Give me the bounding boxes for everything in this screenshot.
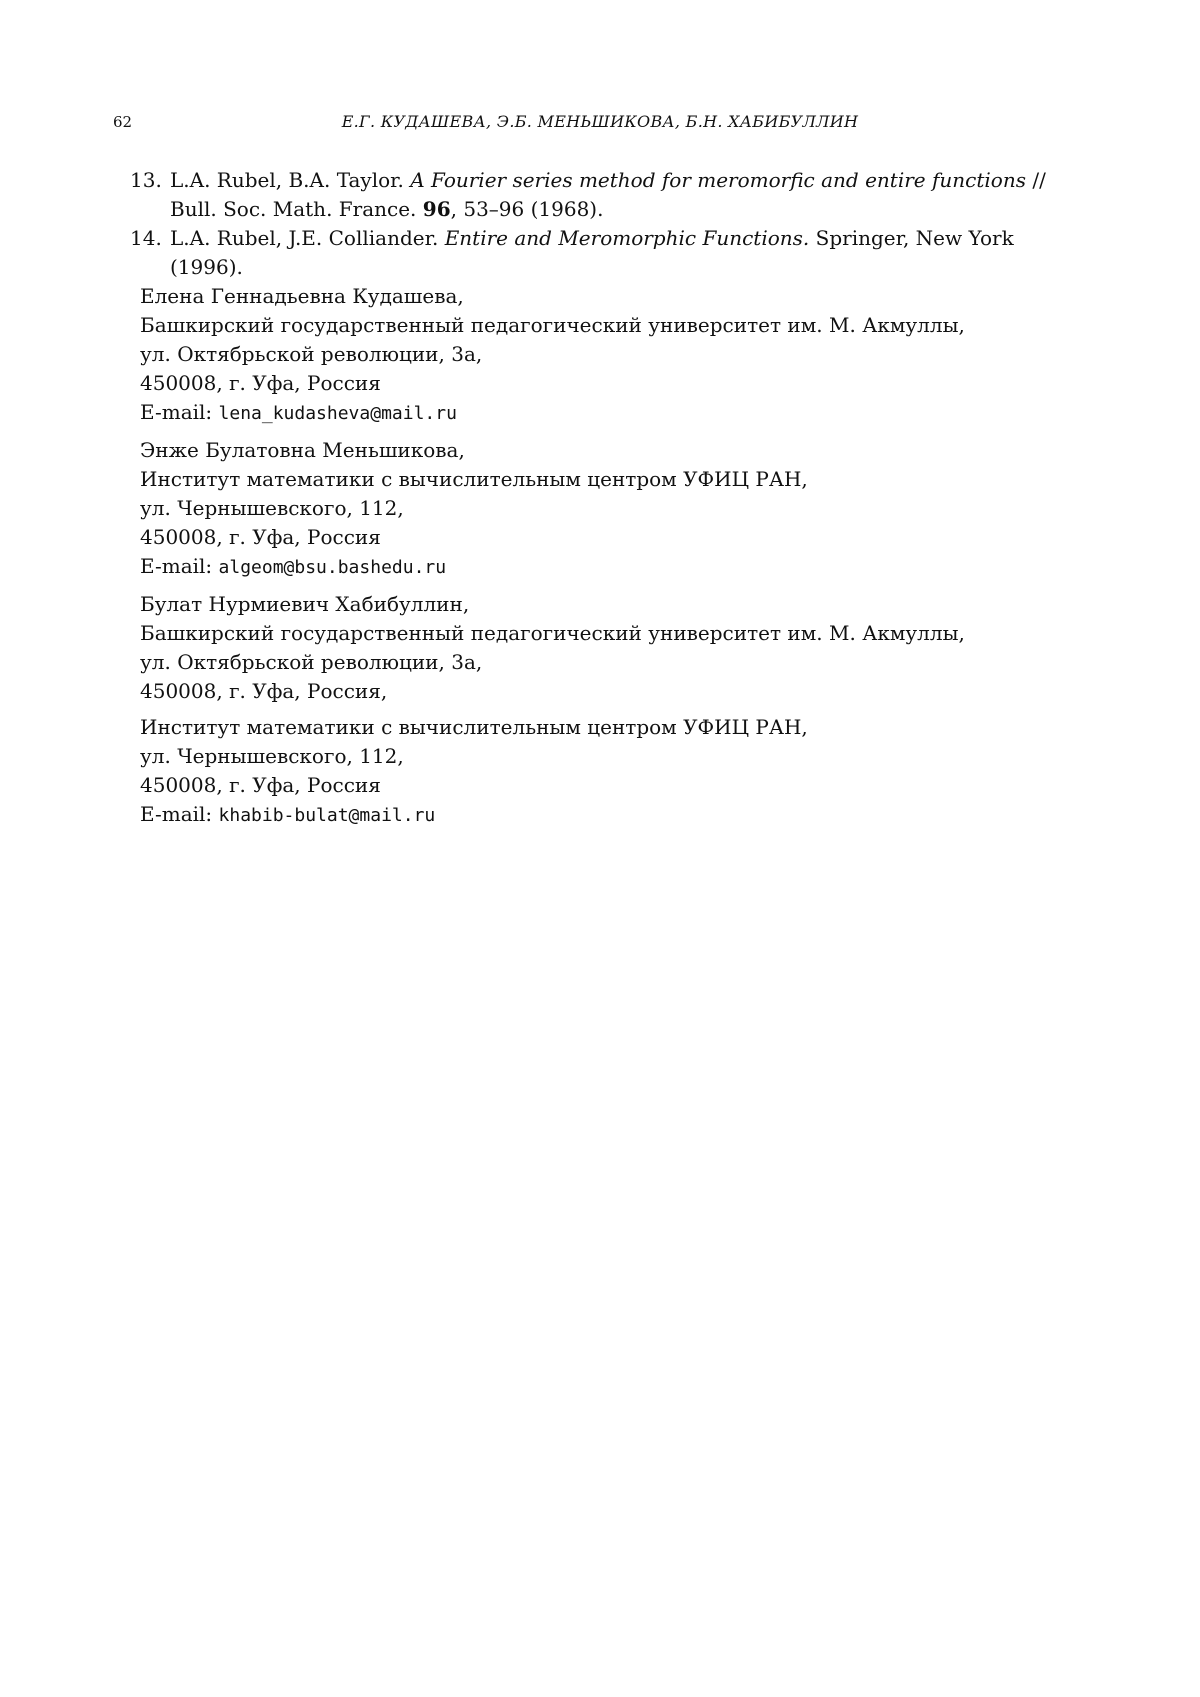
author-block: [140, 436, 1090, 582]
author-name: Елена Геннадьевна Кудашева,: [140, 284, 464, 308]
affiliation-institution: Башкирский государственный педагогический университет им. М. Акмуллы,: [140, 313, 965, 337]
reference-item: [130, 224, 1090, 282]
affiliation-city: 450008, г. Уфа, Россия: [140, 525, 381, 549]
reference-authors: L.A. Rubel, J.E. Colliander.: [170, 226, 439, 250]
author-name: Булат Нурмиевич Хабибуллин,: [140, 592, 470, 616]
affiliation-street: ул. Чернышевского, 112,: [140, 744, 404, 768]
running-head: Е.Г. КУДАШЕВА, Э.Б. МЕНЬШИКОВА, Б.Н. ХАБИБУЛЛИН: [341, 112, 859, 131]
reference-number: 14.: [130, 226, 162, 250]
reference-title: Entire and Meromorphic Functions.: [444, 226, 810, 250]
affiliation-institution: Башкирский государственный педагогический университет им. М. Акмуллы,: [140, 621, 965, 645]
affiliation: [140, 713, 1090, 800]
reference-pages: , 53–96 (1968).: [450, 197, 604, 221]
email-label: E-mail:: [140, 554, 213, 578]
reference-title: A Fourier series method for meromorfic and entire functions: [410, 168, 1026, 192]
affiliation-city: 450008, г. Уфа, Россия,: [140, 679, 388, 703]
author-name: Энже Булатовна Меньшикова,: [140, 438, 465, 462]
affiliation-street: ул. Октябрьской революции, 3а,: [140, 650, 483, 674]
email-label: E-mail:: [140, 802, 213, 826]
affiliation-institution: Институт математики с вычислительным центром УФИЦ РАН,: [140, 715, 808, 739]
affiliation-city: 450008, г. Уфа, Россия: [140, 371, 381, 395]
affiliation: [140, 619, 1090, 706]
reference-journal: Bull. Soc. Math. France.: [170, 197, 417, 221]
email-line: [140, 398, 1090, 428]
email-address[interactable]: khabib-bulat@mail.ru: [218, 805, 436, 826]
reference-authors: L.A. Rubel, B.A. Taylor.: [170, 168, 404, 192]
affiliation-city: 450008, г. Уфа, Россия: [140, 773, 381, 797]
affiliation-street: ул. Чернышевского, 112,: [140, 496, 404, 520]
email-line: [140, 552, 1090, 582]
reference-publisher: Springer, New York (1996).: [170, 226, 1014, 279]
reference-item: [130, 166, 1090, 224]
affiliation: [140, 465, 1090, 552]
affiliation-institution: Институт математики с вычислительным центром УФИЦ РАН,: [140, 467, 808, 491]
email-label: E-mail:: [140, 400, 213, 424]
author-block: [140, 590, 1090, 830]
email-address[interactable]: lena_kudasheva@mail.ru: [218, 403, 457, 424]
affiliation: [140, 311, 1090, 398]
affiliation-street: ул. Октябрьской революции, 3а,: [140, 342, 483, 366]
email-address[interactable]: algeom@bsu.bashedu.ru: [218, 557, 447, 578]
reference-number: 13.: [130, 168, 162, 192]
reference-separator: //: [1032, 168, 1046, 192]
author-info-list: [140, 282, 1090, 838]
author-block: [140, 282, 1090, 428]
reference-volume: 96: [422, 197, 451, 221]
reference-list: [130, 166, 1090, 282]
page-number: 62: [113, 113, 133, 131]
email-line: [140, 800, 1090, 830]
